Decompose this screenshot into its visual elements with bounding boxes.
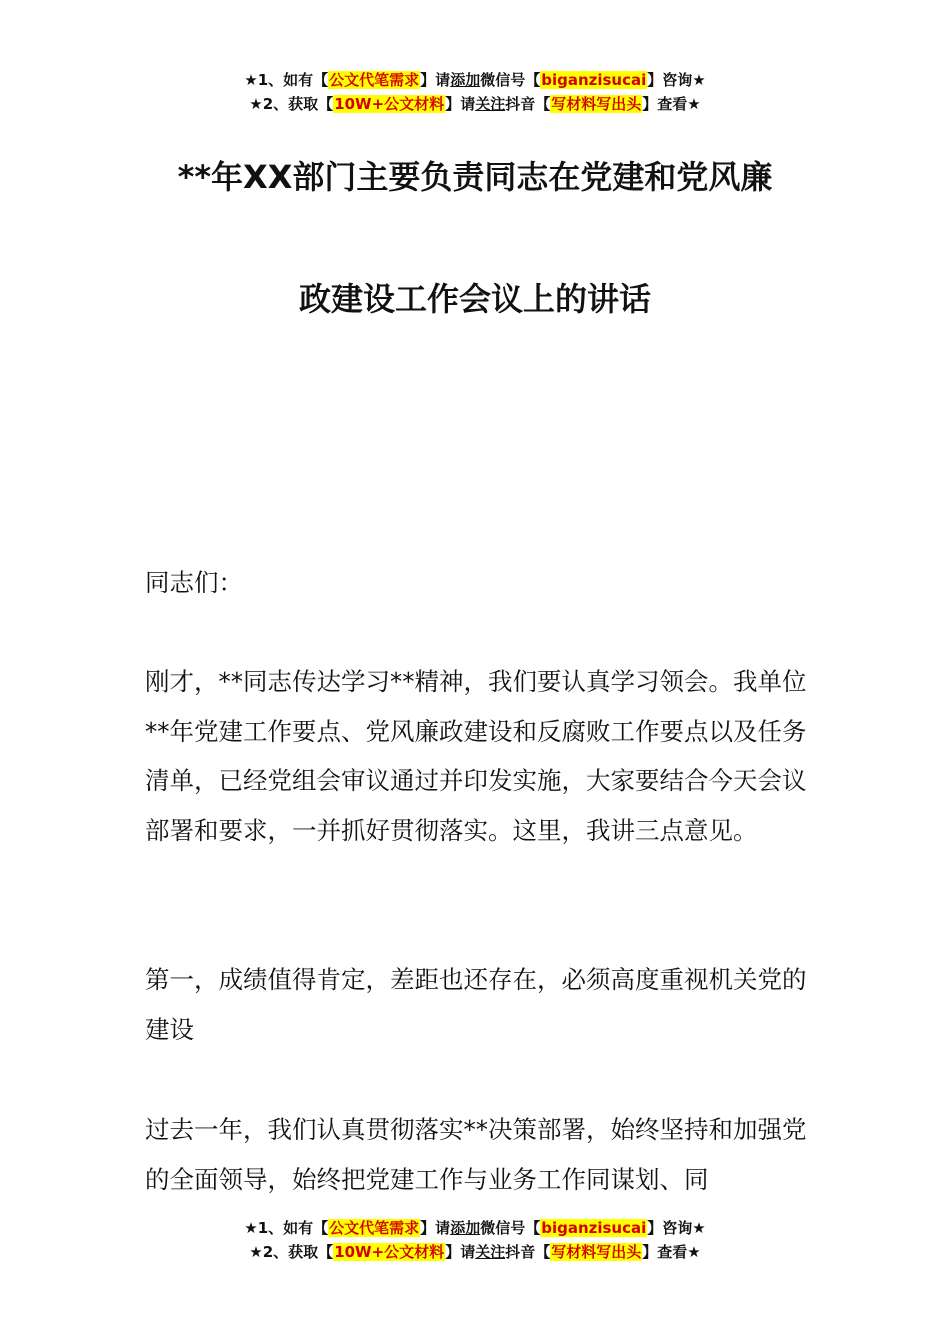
promo-wechat-id: biganzisucai bbox=[541, 71, 647, 89]
document-title-line-1: **年XX部门主要负责同志在党建和党风廉 bbox=[177, 158, 773, 196]
promo-footer bbox=[0, 1216, 950, 1264]
promo-wechat-id: biganzisucai bbox=[541, 1219, 647, 1237]
greeting: 同志们： bbox=[145, 568, 243, 597]
promo-line-1: ★1、如有【公文代笔需求】请添加微信号【biganzisucai】咨询★ bbox=[244, 71, 706, 89]
section-heading: 第一，成绩值得肯定，差距也还存在，必须高度重视机关党的建设 bbox=[145, 965, 807, 1044]
promo-douyin-id: 写材料写出头 bbox=[551, 1243, 642, 1261]
promo-highlight: 公文代笔需求 bbox=[329, 71, 420, 89]
body-paragraph: 刚才，**同志传达学习**精神，我们要认真学习领会。我单位**年党建工作要点、党风廉政建设和反腐败工作要点以及任务清单，已经党组会审议通过并印发实施，大家要结合今天会议部署和要求，一并抓好贯彻落实。这里，我讲三点意见。 bbox=[145, 667, 807, 845]
body-paragraph: 过去一年，我们认真贯彻落实**决策部署，始终坚持和加强党的全面领导，始终把党建工作与业务工作同谋划、同 bbox=[145, 1115, 807, 1194]
promo-header bbox=[0, 68, 950, 116]
promo-highlight: 10W+公文材料 bbox=[334, 1243, 445, 1261]
promo-line-1: ★1、如有【公文代笔需求】请添加微信号【biganzisucai】咨询★ bbox=[244, 1219, 706, 1237]
promo-highlight: 10W+公文材料 bbox=[334, 95, 445, 113]
promo-line-2: ★2、获取【10W+公文材料】请关注抖音【写材料写出头】查看★ bbox=[249, 95, 701, 113]
promo-douyin-id: 写材料写出头 bbox=[551, 95, 642, 113]
promo-highlight: 公文代笔需求 bbox=[329, 1219, 420, 1237]
promo-line-2: ★2、获取【10W+公文材料】请关注抖音【写材料写出头】查看★ bbox=[249, 1243, 701, 1261]
document-title-line-2: 政建设工作会议上的讲话 bbox=[298, 280, 651, 318]
